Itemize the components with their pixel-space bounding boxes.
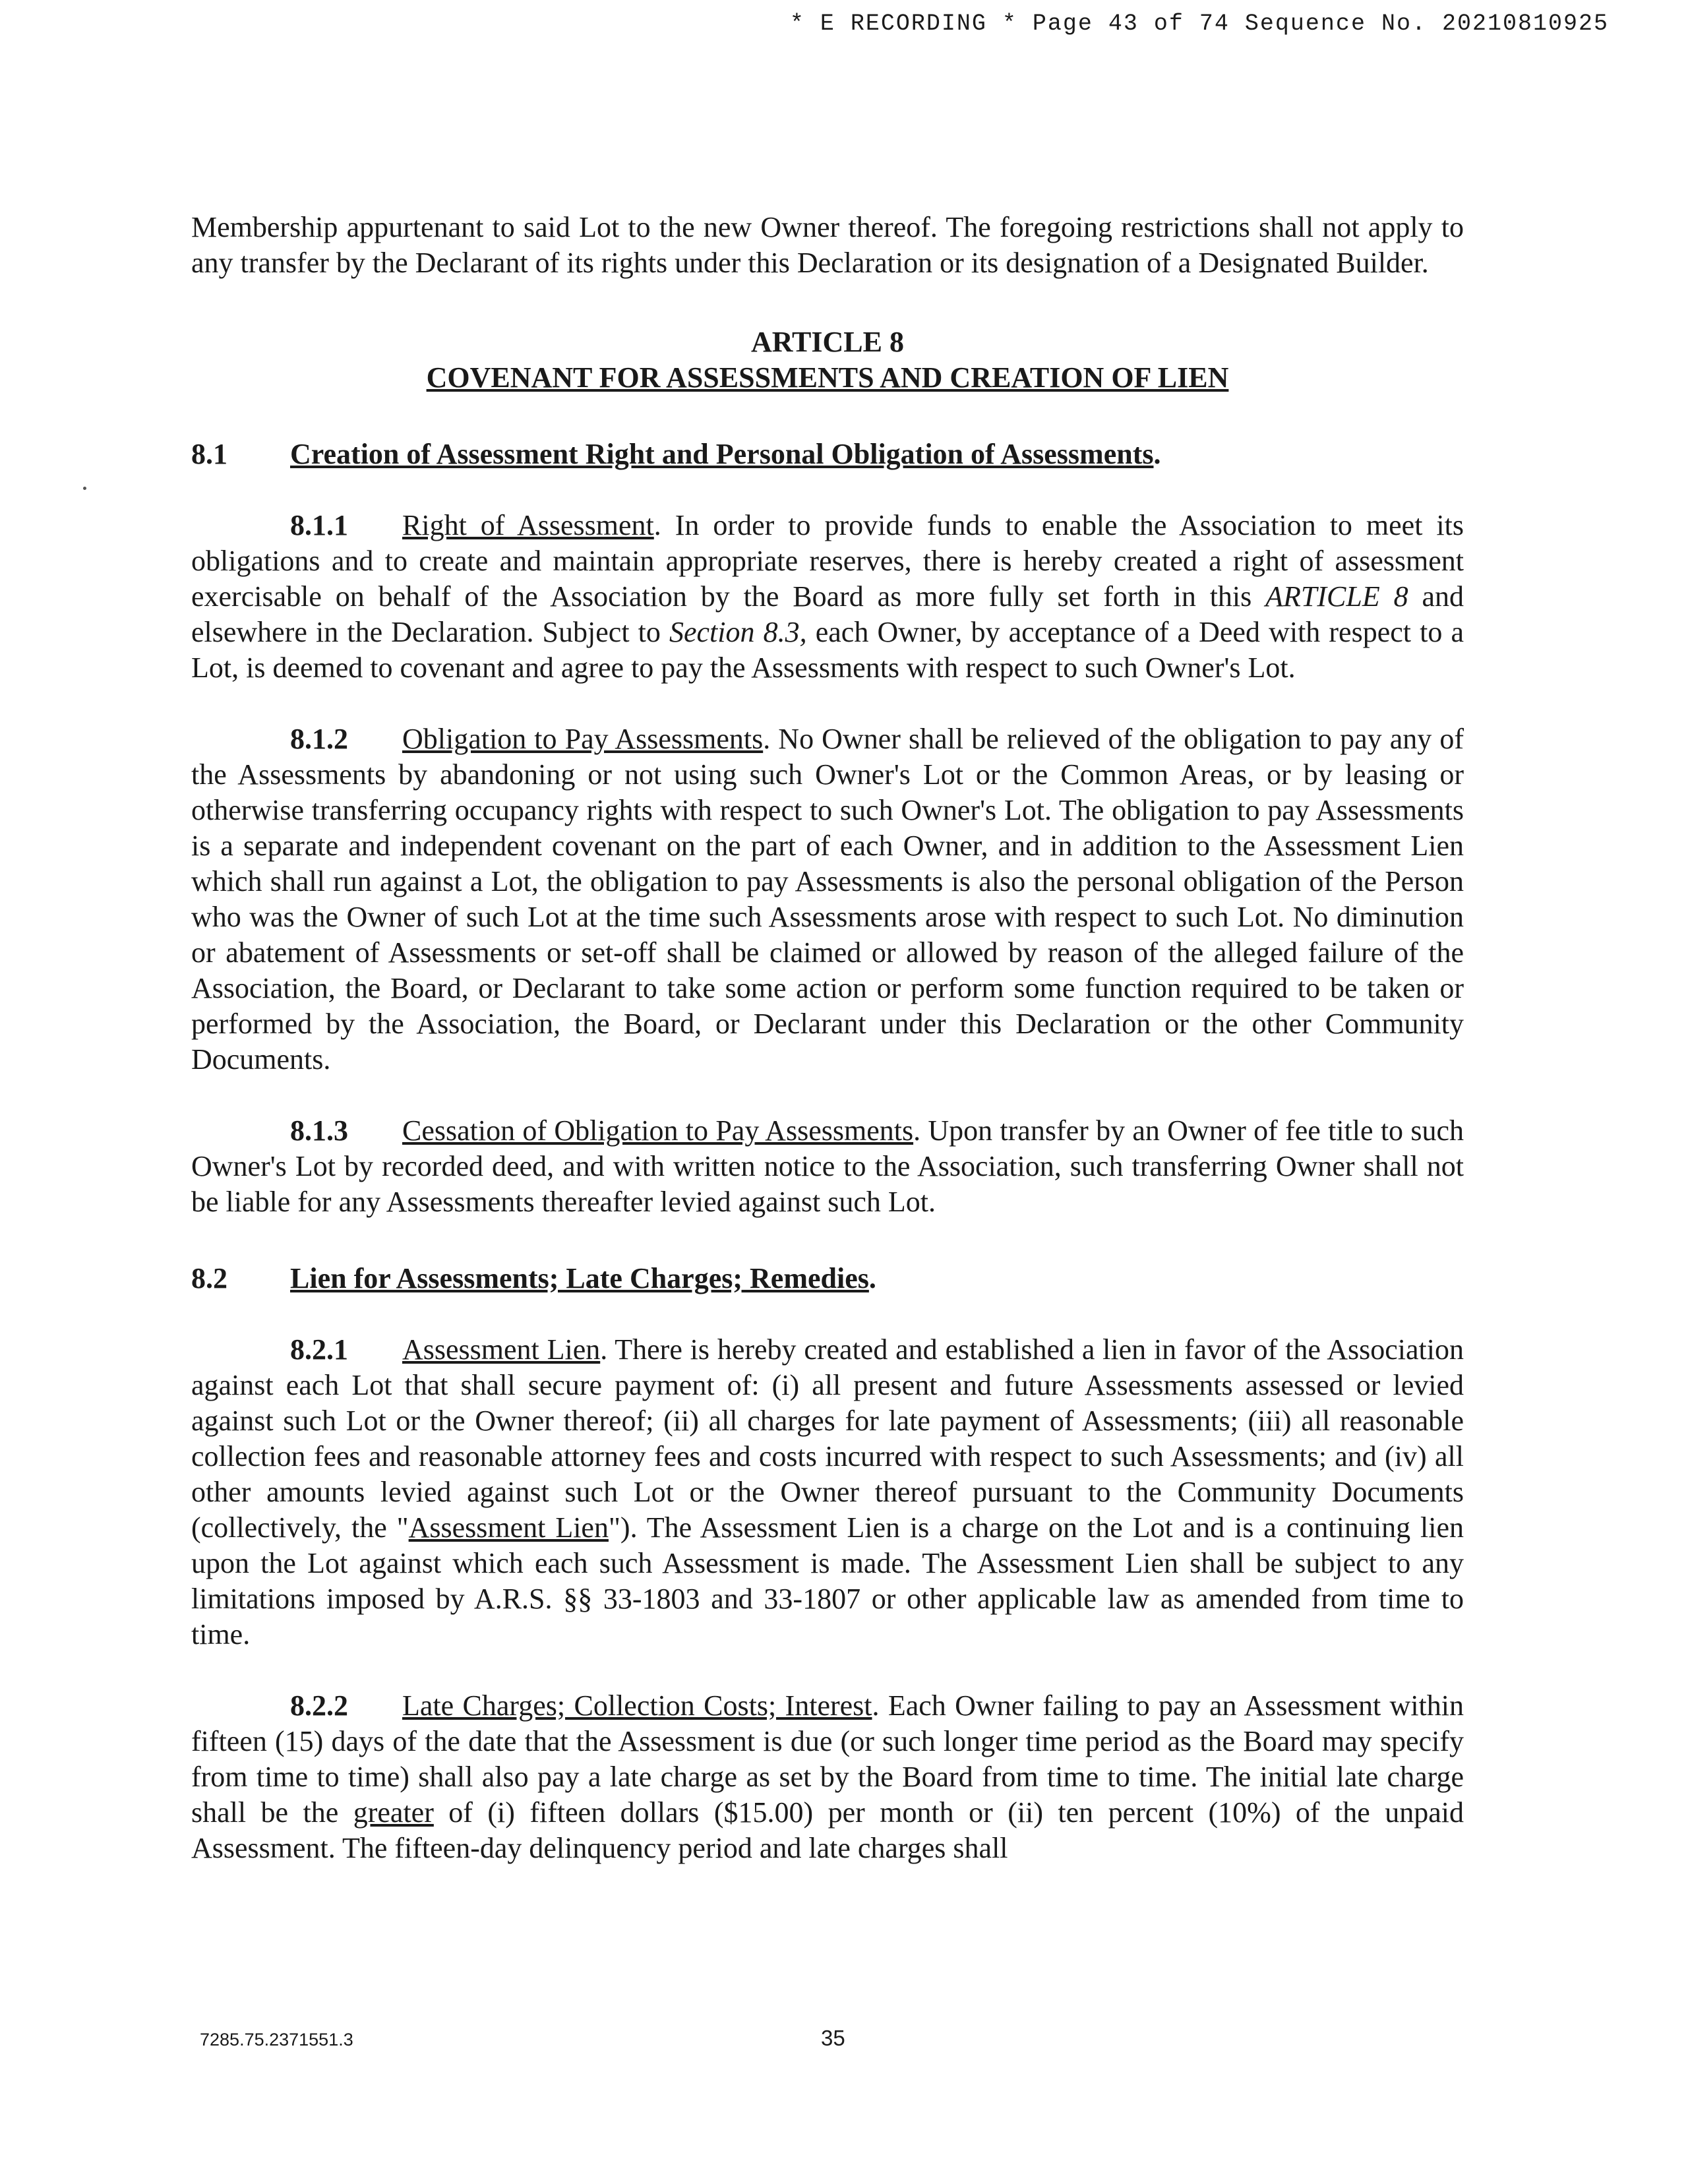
subsection-text: of (i) fifteen dollars ($15.00) per month or (ii) ten percent (10%) of the unpaid Assessment. The fifteen-day delinquency period and late charges shall xyxy=(191,1796,1464,1864)
defined-term: Assessment Lien xyxy=(408,1511,609,1544)
subsection-text: and elsewhere in the Declaration. Subject to xyxy=(191,580,1464,648)
subsection-number: 8.1.2 xyxy=(290,723,348,755)
subsection-text: . In order to provide funds to enable the Association to meet its obligations and to create and maintain appropriate reserves, there is hereby created a right of assessment exercisable on behalf of the Association by the Board as more fully set forth in this xyxy=(191,509,1464,613)
article-heading xyxy=(191,324,1464,396)
section-8-1-2 xyxy=(191,721,1464,1077)
scan-artifact-dot xyxy=(83,487,86,490)
article-number: ARTICLE 8 xyxy=(751,326,904,358)
subsection-number: 8.1.1 xyxy=(290,509,348,541)
section-title-wrap xyxy=(290,437,1160,472)
subsection-text: . Upon transfer by an Owner of fee title to such Owner's Lot by recorded deed, and with written notice to the Association, such transferring Owner shall not be liable for any Assessments thereafter levied against such Lot. xyxy=(191,1114,1464,1218)
document-body xyxy=(191,210,1464,1866)
footer-page-number: 35 xyxy=(821,2026,845,2050)
section-number: 8.2 xyxy=(191,1262,227,1294)
section-8-2-1 xyxy=(191,1332,1464,1653)
subsection-title: Cessation of Obligation to Pay Assessments xyxy=(402,1114,914,1147)
section-title: Lien for Assessments; Late Charges; Remedies xyxy=(290,1262,869,1294)
intro-paragraph: Membership appurtenant to said Lot to the new Owner thereof. The foregoing restrictions shall not apply to any transfer by the Declarant of its rights under this Declaration or its designation of a Designated Builder. xyxy=(191,211,1464,279)
subsection-title: Obligation to Pay Assessments xyxy=(402,723,764,755)
cross-reference: ARTICLE 8 xyxy=(1265,580,1408,613)
section-title-wrap xyxy=(290,1261,876,1296)
emphasized-word: greater xyxy=(353,1796,434,1829)
subsection-title: Late Charges; Collection Costs; Interest xyxy=(402,1689,872,1722)
section-8-2-2 xyxy=(191,1688,1464,1866)
section-title: Creation of Assessment Right and Personal Obligation of Assessments xyxy=(290,438,1154,470)
section-8-1-3 xyxy=(191,1113,1464,1220)
recording-header: * E RECORDING * Page 43 of 74 Sequence No. 20210810925 xyxy=(789,11,1609,37)
section-8-1-1 xyxy=(191,508,1464,686)
subsection-title: Assessment Lien xyxy=(402,1333,601,1366)
section-8-1-heading xyxy=(191,437,1464,472)
subsection-text: . There is hereby created and established a lien in favor of the Association against each Lot that shall secure payment of: (i) all present and future Assessments assessed or levied against such Lot or the Owner thereof; (ii) all charges for late payment of Assessments; (iii) all reasonable collection fees and reasonable attorney fees and costs incurred with respect to such Assessments; and (iv) all other amounts levied against such Lot or the Owner thereof pursuant to the Community Documents (collectively, the " xyxy=(191,1333,1464,1544)
section-8-2-heading xyxy=(191,1261,1464,1296)
section-title-end: . xyxy=(868,1262,876,1294)
cross-reference: Section 8.3, xyxy=(669,616,807,648)
subsection-title: Right of Assessment xyxy=(402,509,654,541)
subsection-number: 8.2.1 xyxy=(290,1333,348,1366)
subsection-text: "). The Assessment Lien is a charge on the Lot and is a continuing lien upon the Lot against which each such Assessment is made. The Assessment Lien shall be subject to any limitations imposed by A.R.S. §§ 33-1803 and 33-1807 or other applicable law as amended from time to time. xyxy=(191,1511,1464,1651)
subsection-number: 8.2.2 xyxy=(290,1689,348,1722)
section-number: 8.1 xyxy=(191,438,227,470)
subsection-text: . Each Owner failing to pay an Assessment within fifteen (15) days of the date that the Assessment is due (or such longer time period as the Board may specify from time to time) shall also pay a late charge as set by the Board from time to time. The initial late charge shall be the xyxy=(191,1689,1464,1829)
article-title: COVENANT FOR ASSESSMENTS AND CREATION OF LIEN xyxy=(426,361,1229,394)
section-title-end: . xyxy=(1153,438,1161,470)
footer-document-id: 7285.75.2371551.3 xyxy=(200,2030,353,2049)
subsection-text: . No Owner shall be relieved of the obligation to pay any of the Assessments by abandoning or not using such Owner's Lot or the Common Areas, or by leasing or otherwise transferring occupancy rights with respect to such Owner's Lot. The obligation to pay Assessments is a separate and independent covenant on the part of each Owner, and in addition to the Assessment Lien which shall run against a Lot, the obligation to pay Assessments is also the personal obligation of the Person who was the Owner of such Lot at the time such Assessments arose with respect to such Lot. No diminution or abatement of Assessments or set-off shall be claimed or allowed by reason of the alleged failure of the Association, the Board, or Declarant to take some action or perform some function required to be taken or performed by the Association, the Board, or Declarant under this Declaration or the other Community Documents. xyxy=(191,723,1464,1076)
subsection-number: 8.1.3 xyxy=(290,1114,348,1147)
subsection-text: each Owner, by acceptance of a Deed with respect to a Lot, is deemed to covenant and agree to pay the Assessments with respect to such Owner's Lot. xyxy=(191,616,1464,684)
